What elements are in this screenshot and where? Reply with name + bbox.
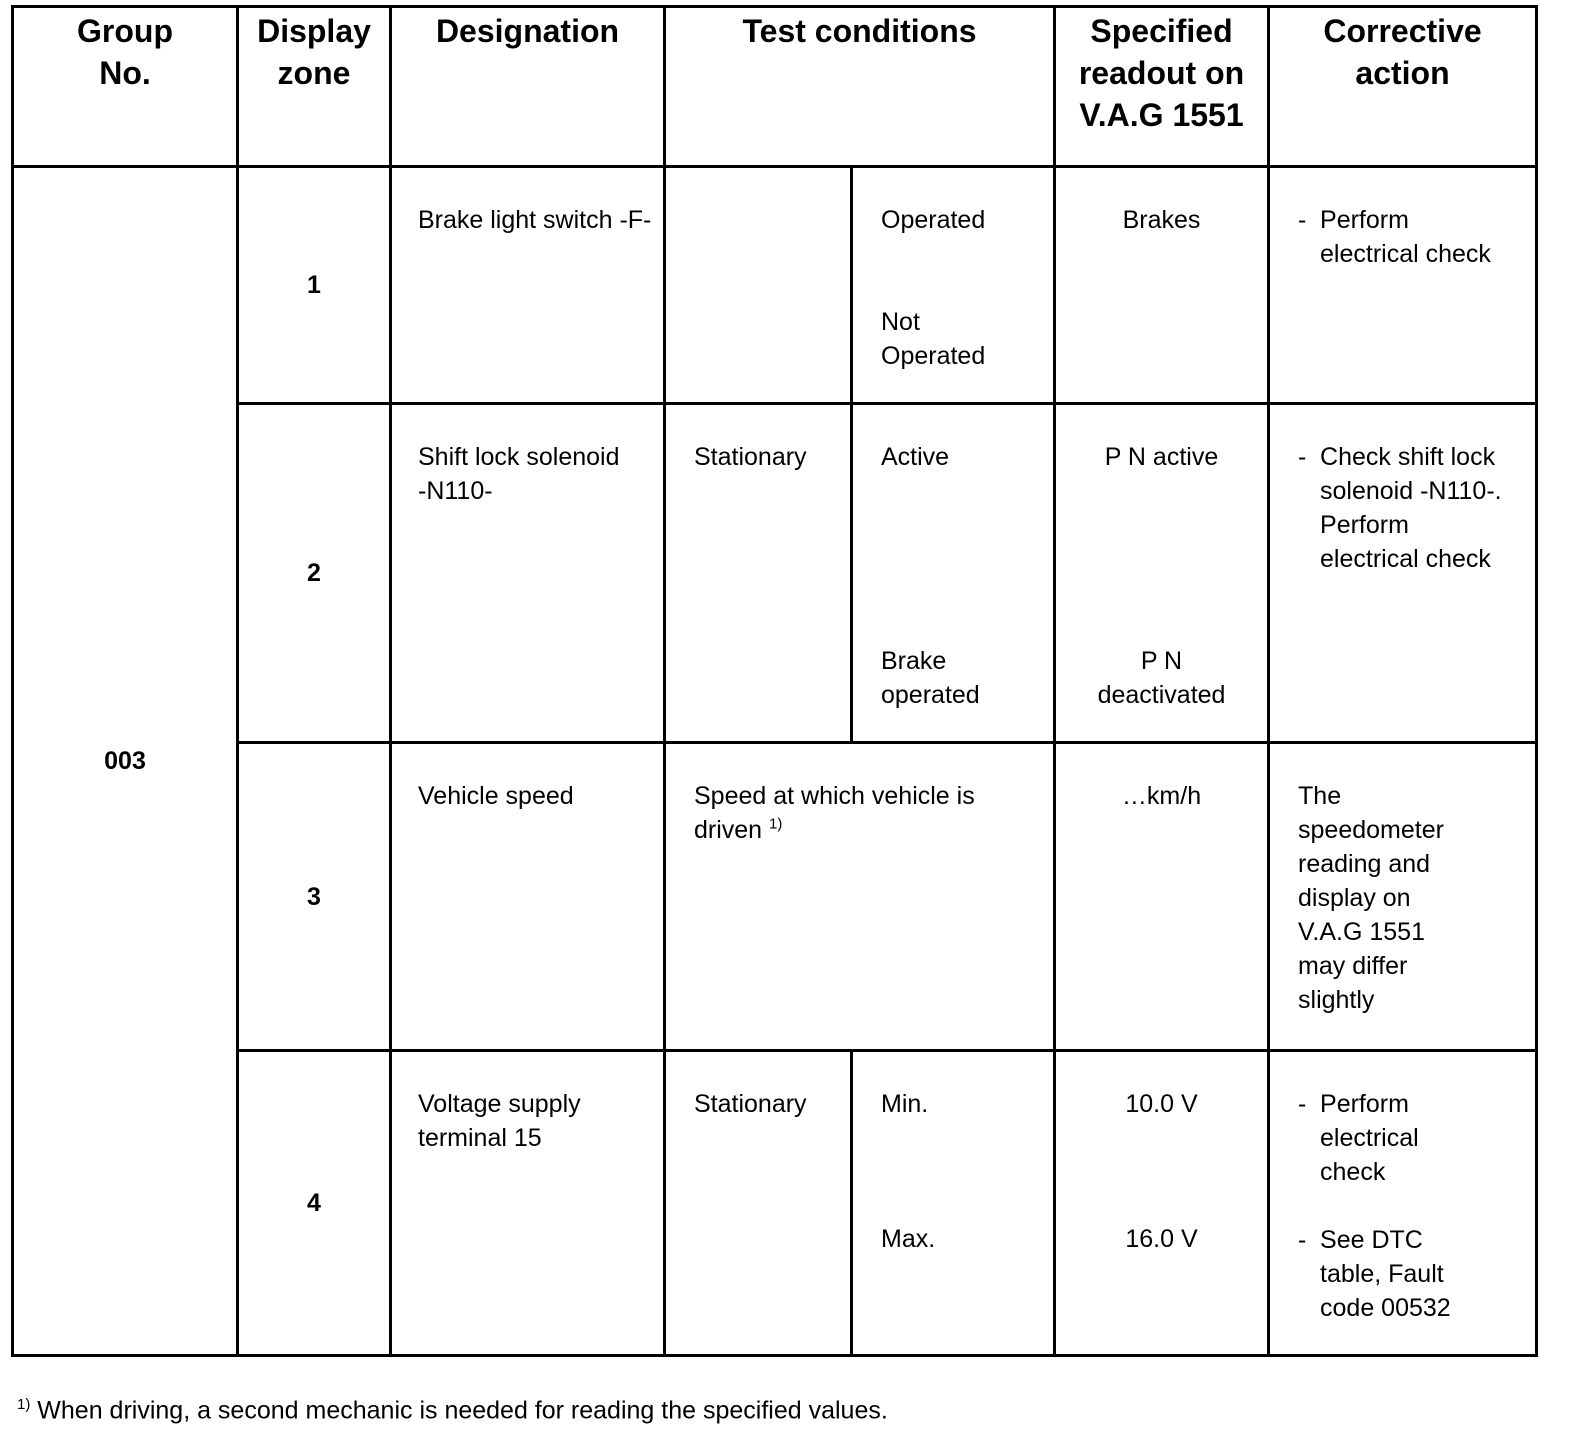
designation-cell	[391, 1051, 665, 1356]
designation-cell	[391, 743, 665, 1051]
display-zone-number: 2	[238, 404, 391, 743]
action-text: The speedometer reading and display on V.A.G 1551 may differ slightly	[1298, 782, 1444, 1014]
table-row	[13, 167, 1537, 404]
condition-a-text	[666, 168, 850, 203]
display-zone-number: 4	[238, 1051, 391, 1356]
header-specified-readout: Specified readout on V.A.G 1551	[1055, 7, 1269, 167]
action-item: - See DTC table, Fault code 00532	[1298, 1223, 1485, 1325]
action-cell	[1269, 167, 1537, 404]
footnote	[17, 1388, 888, 1427]
readout-top: …km/h	[1121, 782, 1202, 810]
condition-b-bottom: Max.	[881, 1225, 936, 1253]
action-cell	[1269, 743, 1537, 1051]
readout-top: 10.0 V	[1125, 1090, 1198, 1118]
condition-b-cell	[852, 1051, 1055, 1356]
condition-a-cell	[665, 167, 852, 404]
designation-text: Voltage supply terminal 15	[418, 1090, 581, 1152]
condition-b-cell	[852, 404, 1055, 743]
designation-cell	[391, 404, 665, 743]
condition-b-bottom: Not Operated	[881, 308, 986, 370]
action-item: - Perform electrical check	[1298, 203, 1495, 271]
condition-a-cell	[665, 404, 852, 743]
designation-text: Shift lock solenoid -N110-	[418, 443, 620, 505]
display-zone-number: 1	[238, 167, 391, 404]
table-row	[13, 404, 1537, 743]
designation-text: Vehicle speed	[418, 782, 574, 810]
footnote-text: When driving, a second mechanic is needed for reading the specified values.	[37, 1396, 888, 1425]
condition-a-text: Stationary	[694, 1090, 807, 1118]
measured-values-table	[11, 5, 1538, 1357]
readout-cell	[1055, 167, 1269, 404]
table-row	[13, 743, 1537, 1051]
header-row	[13, 7, 1537, 167]
readout-top: Brakes	[1122, 206, 1201, 234]
condition-a-cell	[665, 1051, 852, 1356]
readout-cell	[1055, 1051, 1269, 1356]
header-test-conditions: Test conditions	[665, 7, 1055, 167]
action-cell	[1269, 1051, 1537, 1356]
readout-top: P N active	[1104, 443, 1219, 471]
condition-b-top: Operated	[881, 206, 986, 234]
group-number: 003	[13, 167, 238, 1356]
header-designation: Designation	[391, 7, 665, 167]
condition-span-text: Speed at which vehicle is driven	[694, 782, 975, 844]
readout-cell	[1055, 743, 1269, 1051]
footnote-mark: 1)	[17, 1396, 31, 1413]
table-row	[13, 1051, 1537, 1356]
header-display-zone: Display zone	[238, 7, 391, 167]
readout-cell	[1055, 404, 1269, 743]
readout-bottom: 16.0 V	[1125, 1225, 1198, 1253]
condition-b-top: Min.	[881, 1090, 929, 1118]
action-item: - Check shift lock solenoid -N110-. Perform electrical check	[1298, 440, 1507, 576]
footnote-mark: 1)	[769, 815, 783, 833]
action-item: - Perform electrical check	[1298, 1087, 1485, 1189]
header-corrective-action: Corrective action	[1269, 7, 1537, 167]
condition-a-text: Stationary	[694, 443, 807, 471]
condition-b-cell	[852, 167, 1055, 404]
designation-cell	[391, 167, 665, 404]
condition-b-top: Active	[881, 443, 950, 471]
header-group-no: Group No.	[13, 7, 238, 167]
action-cell	[1269, 404, 1537, 743]
condition-span-cell	[665, 743, 1055, 1051]
designation-text: Brake light switch -F-	[418, 206, 652, 234]
readout-bottom: P N deactivated	[1097, 647, 1226, 709]
display-zone-number: 3	[238, 743, 391, 1051]
condition-b-bottom: Brake operated	[881, 647, 980, 709]
